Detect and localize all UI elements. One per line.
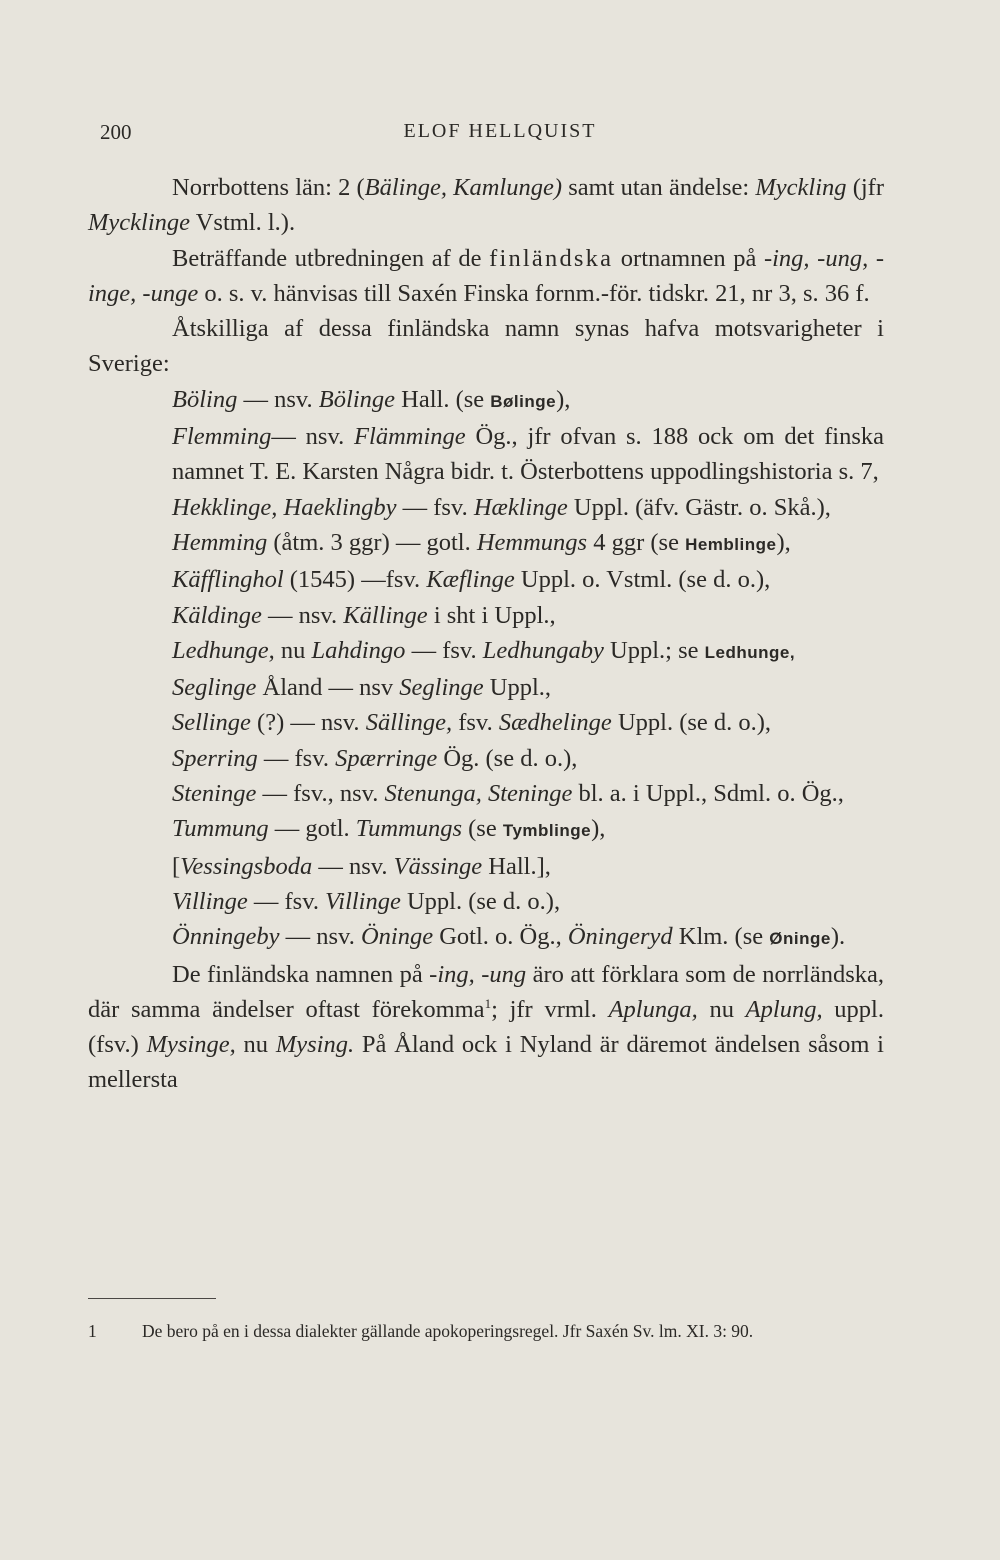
text: Uppl. o. Vstml. (se d. o.),	[514, 566, 771, 594]
text: samt utan ändelse:	[562, 174, 756, 201]
italic-text: Tummungs	[355, 815, 462, 843]
italic-text: Sædhelinge	[498, 709, 612, 737]
italic-text: Mycklinge	[88, 209, 191, 237]
paragraph-correspondences	[88, 311, 884, 382]
text: uppl. (fsv.)	[88, 995, 884, 1059]
text: — nsv.	[237, 385, 319, 413]
text: nu	[697, 995, 746, 1023]
text: — fsv.	[405, 636, 483, 664]
italic-text: Vessingsboda	[180, 852, 313, 880]
entry-villinge	[88, 884, 884, 919]
footnote-rule	[88, 1298, 216, 1299]
italic-text: Mysing.	[275, 1031, 355, 1059]
text: Hall. (se	[395, 385, 491, 413]
entry-boling	[88, 382, 884, 419]
text: Hall.],	[482, 852, 551, 880]
italic-text: Ledhungaby	[482, 636, 604, 664]
text: — fsv., nsv.	[256, 780, 385, 808]
italic-text: Önningeby	[172, 923, 280, 951]
entry-kaldinge	[88, 598, 884, 633]
paragraph-norrbotten	[88, 170, 884, 241]
italic-text: Böling	[172, 385, 238, 413]
paragraph-distribution	[88, 241, 884, 312]
text: äro att förklara som de norrländska, där samma ändelser oftast förekomma	[88, 960, 884, 1023]
italic-text: Lahdingo	[311, 636, 406, 664]
footnote-text: De bero på en i dessa dialekter gällande apokoperingsregel. Jfr Saxén Sv. lm. XI. 3: 90.	[142, 1321, 754, 1341]
entry-sperring	[88, 741, 884, 776]
text: i sht i Uppl.,	[427, 601, 556, 629]
text: (åtm. 3 ggr) — gotl.	[267, 528, 477, 556]
italic-text: Seglinge	[172, 674, 257, 702]
text: — fsv.	[396, 493, 474, 521]
text: (1545) —fsv.	[283, 566, 427, 594]
text: bl. a. i Uppl., Sdml. o. Ög.,	[572, 780, 844, 808]
italic-text: Kæflinge	[426, 566, 515, 594]
italic-text: Steninge	[172, 780, 257, 808]
cross-reference: Tymblinge	[502, 821, 592, 841]
italic-text: Ledhunge,	[172, 636, 275, 664]
entry-seglinge	[88, 670, 884, 705]
running-title: ELOF HELLQUIST	[403, 120, 597, 142]
page-number: 200	[100, 120, 132, 144]
italic-text: Seglinge	[399, 674, 484, 702]
text: De finländska namnen på	[172, 960, 430, 988]
text: Beträffande utbredningen af de	[172, 244, 490, 272]
cross-reference: Bølinge	[490, 391, 557, 411]
cross-reference: Hemblinge	[685, 534, 777, 554]
entry-onningeby	[88, 919, 884, 956]
paragraph-conclusion	[88, 957, 884, 1098]
italic-text: -ing, -ung, -inge, -unge	[88, 244, 884, 307]
entry-flemming	[88, 419, 884, 490]
spaced-text: finländska	[489, 244, 614, 272]
entry-steninge	[88, 776, 884, 811]
text: Åtskilliga af dessa finländska namn synas hafva motsvarigheter i Sverige:	[88, 315, 884, 378]
text: Ög., jfr ofvan s. 188 ock om det finska namnet T. E. Karsten Några bidr. t. Österbottens uppodlingshistoria s. 7,	[172, 423, 884, 486]
italic-text: Flämminge	[354, 423, 466, 451]
italic-text: Hemming	[172, 528, 268, 556]
footnote-ref: 1	[484, 995, 492, 1011]
text: fsv.	[452, 709, 499, 737]
cross-reference: Ledhunge,	[704, 642, 796, 662]
italic-text: Bölinge	[318, 385, 396, 413]
text: (?) — nsv.	[250, 709, 366, 737]
text: Uppl.; se	[603, 636, 705, 664]
text: ),	[556, 385, 571, 413]
text: o. s. v. hänvisas till Saxén Finska fornm.-för. tidskr. 21, nr 3, s. 36 f.	[198, 279, 870, 307]
text: Ög. (se d. o.),	[437, 744, 578, 772]
text: ).	[830, 923, 846, 951]
italic-text: Villinge	[325, 887, 401, 915]
text: Uppl. (se d. o.),	[400, 887, 561, 915]
text: Vstml. l.).	[190, 209, 296, 237]
italic-text: Hæklinge	[473, 493, 568, 521]
italic-text: Stenunga, Steninge	[384, 780, 573, 808]
text: (se	[462, 815, 503, 843]
text: — fsv.	[247, 887, 326, 915]
text: Norrbottens län: 2 (	[172, 174, 365, 201]
text: ),	[591, 815, 606, 843]
text: nu	[235, 1031, 276, 1059]
text: På Åland ock i Nyland är däremot ändelsen såsom i mellersta	[88, 1031, 884, 1094]
italic-text: Sällinge,	[365, 709, 453, 737]
italic-text: Hemmungs	[476, 528, 588, 556]
italic-text: Aplunga,	[608, 995, 698, 1023]
italic-text: Sellinge	[172, 709, 251, 737]
entry-hekklinge	[88, 490, 884, 525]
text: 4 ggr (se	[587, 528, 686, 556]
italic-text: Öningeryd	[567, 923, 673, 951]
text: nu	[274, 636, 312, 664]
text: — nsv.	[261, 601, 344, 629]
entry-vessingsboda	[88, 849, 884, 884]
entry-sellinge	[88, 705, 884, 740]
italic-text: Källinge	[343, 601, 428, 629]
italic-text: Vässinge	[393, 852, 483, 880]
text: Uppl.,	[483, 674, 552, 702]
main-text	[88, 170, 884, 1098]
italic-text: Villinge	[172, 887, 248, 915]
italic-text: -ing, -ung	[429, 960, 527, 988]
footnote-1	[88, 1318, 884, 1345]
text: — gotl.	[268, 815, 356, 843]
italic-text: Sperring	[172, 744, 258, 772]
italic-text: Bälinge, Kamlunge)	[364, 174, 563, 201]
italic-text: Käfflinghol	[172, 566, 284, 594]
italic-text: Hekklinge, Haeklingby	[172, 493, 397, 521]
text: — nsv.	[271, 423, 355, 451]
text: ; jfr vrml.	[491, 995, 609, 1023]
footnote-number: 1	[88, 1321, 97, 1341]
text: ortnamnen på	[613, 244, 764, 272]
entry-ledhunge	[88, 633, 884, 670]
footnote	[88, 1318, 884, 1345]
page-header	[100, 120, 900, 150]
italic-text: Spærringe	[335, 744, 438, 772]
cross-reference: Øninge	[769, 929, 831, 949]
text: [	[172, 852, 181, 880]
italic-text: Aplung,	[745, 995, 823, 1023]
italic-text: Käldinge	[172, 601, 262, 629]
text: Klm. (se	[672, 923, 770, 951]
text: ),	[776, 528, 791, 556]
italic-text: Tummung	[172, 815, 269, 843]
entry-tummung	[88, 811, 884, 848]
italic-text: Öninge	[360, 923, 434, 951]
entry-kafflinghol	[88, 562, 884, 597]
text: — nsv.	[279, 923, 361, 951]
italic-text: Mysinge,	[146, 1031, 236, 1059]
text: Uppl. (se d. o.),	[611, 709, 772, 737]
text: Gotl. o. Ög.,	[433, 923, 568, 951]
italic-text: Flemming	[172, 423, 272, 451]
entry-hemming	[88, 525, 884, 562]
text: Uppl. (äfv. Gästr. o. Skå.),	[567, 493, 831, 521]
text: (jfr	[846, 174, 884, 201]
text: — nsv.	[312, 852, 394, 880]
italic-text: Myckling	[755, 174, 847, 201]
text: Åland — nsv	[256, 674, 400, 702]
text: — fsv.	[257, 744, 336, 772]
